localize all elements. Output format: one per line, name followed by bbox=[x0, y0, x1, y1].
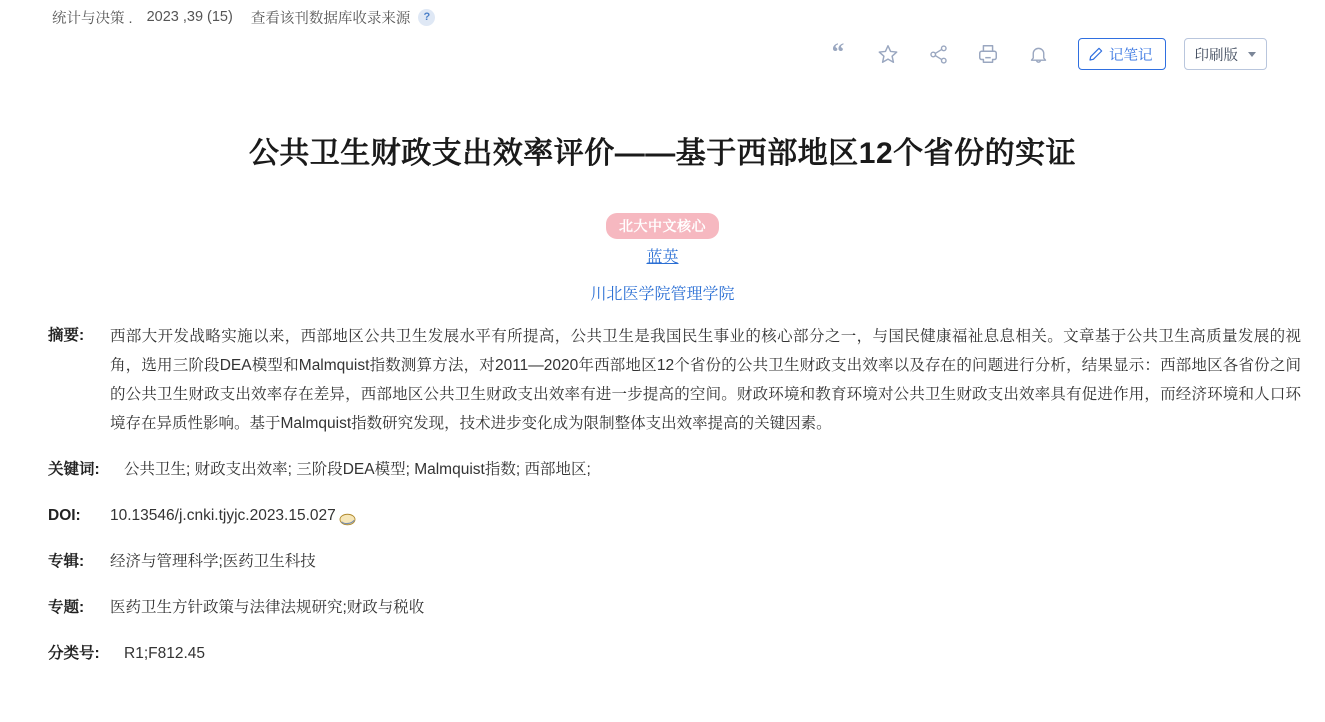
pencil-icon bbox=[1088, 46, 1104, 62]
print-version-label: 印刷版 bbox=[1194, 47, 1238, 64]
share-icon[interactable] bbox=[922, 38, 954, 70]
series-row bbox=[48, 548, 1301, 576]
print-version-button[interactable] bbox=[1184, 38, 1268, 70]
affiliation[interactable]: 川北医学院管理学院 bbox=[590, 286, 735, 303]
bell-icon[interactable] bbox=[1022, 38, 1054, 70]
abstract-label: 摘要: bbox=[48, 327, 85, 344]
status-badge: 北大中文核心 bbox=[606, 213, 719, 239]
favorite-star-icon[interactable] bbox=[872, 38, 904, 70]
chevron-down-icon[interactable] bbox=[1248, 52, 1256, 57]
series-label: 专辑: bbox=[48, 553, 85, 570]
take-note-button[interactable] bbox=[1078, 38, 1166, 70]
journal-info-bar bbox=[52, 4, 1285, 30]
abstract-row bbox=[48, 322, 1301, 438]
article-metadata bbox=[48, 322, 1301, 686]
take-note-label: 记笔记 bbox=[1109, 47, 1153, 64]
author-link[interactable]: 蓝英 bbox=[646, 249, 679, 266]
doi-row bbox=[48, 502, 1301, 530]
doi-label: DOI: bbox=[48, 507, 81, 524]
journal-name: 统计与决策 . bbox=[52, 10, 133, 27]
keywords-row bbox=[48, 456, 1301, 484]
quote-icon[interactable] bbox=[822, 38, 854, 70]
doi-value bbox=[110, 502, 1301, 530]
database-source-link[interactable]: 查看该刊数据库收录来源 bbox=[250, 10, 411, 27]
doi-text[interactable]: 10.13546/j.cnki.tjyjc.2023.15.027 bbox=[110, 507, 336, 524]
article-toolbar bbox=[822, 38, 1267, 70]
classification-label: 分类号: bbox=[48, 645, 100, 662]
print-icon[interactable] bbox=[972, 38, 1004, 70]
badge-row bbox=[0, 213, 1325, 239]
keywords-label: 关键词: bbox=[48, 461, 100, 478]
quote-glyph: “ bbox=[831, 38, 845, 66]
abstract-text: 西部大开发战略实施以来，西部地区公共卫生发展水平有所提高，公共卫生是我国民生事业的核心部分之一，与国民健康福祉息息相关。文章基于公共卫生高质量发展的视角，选用三阶段DEA模型和Malmquist指数测算方法，对2011—2020年西部地区12个省份的公共卫生财政支出效率以及存在的问题进行分析，结果显示：西部地区各省份之间的公共卫生财政支出效率存在差异，西部地区公共卫生财政支出效率有进一步提高的空间。财政环境和教育环境对公共卫生财政支出效率具有促进作用，而经济环境和人口环境存在异质性影响。基于Malmquist指数研究发现，技术进步变化成为限制整体支出效率提高的关键因素。 bbox=[110, 328, 1301, 432]
classification-row bbox=[48, 640, 1301, 668]
doi-logo-icon[interactable] bbox=[338, 512, 357, 527]
classification-value[interactable]: R1;F812.45 bbox=[124, 645, 205, 662]
keywords-value[interactable]: 公共卫生; 财政支出效率; 三阶段DEA模型; Malmquist指数; 西部地区; bbox=[124, 461, 591, 478]
topic-label: 专题: bbox=[48, 599, 85, 616]
topic-value[interactable]: 医药卫生方针政策与法律法规研究;财政与税收 bbox=[110, 599, 425, 616]
page-title: 公共卫生财政支出效率评价——基于西部地区12个省份的实证 bbox=[248, 137, 1077, 170]
topic-row bbox=[48, 594, 1301, 622]
series-value[interactable]: 经济与管理科学;医药卫生科技 bbox=[110, 553, 316, 570]
journal-issue: 2023 ,39 (15) bbox=[146, 9, 233, 25]
help-icon[interactable]: ? bbox=[418, 9, 435, 26]
author-list bbox=[0, 244, 1325, 267]
